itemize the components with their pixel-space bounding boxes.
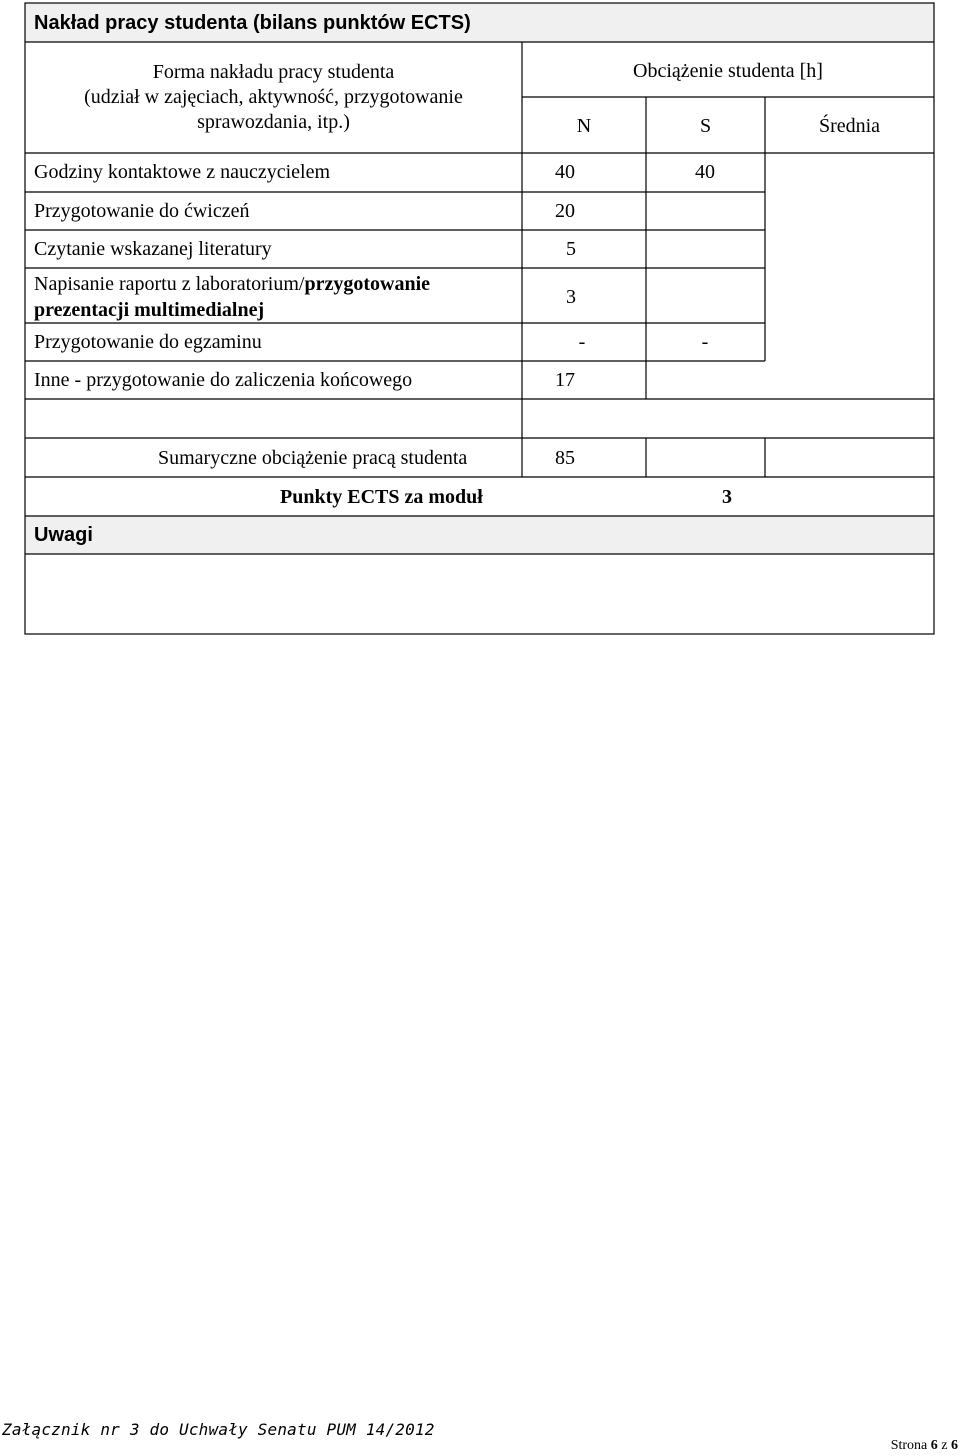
page-total: 6 xyxy=(951,1438,958,1453)
table-row-label-line-1 xyxy=(34,273,430,295)
table-row-s: 40 xyxy=(695,161,715,183)
table-row-s: - xyxy=(701,331,709,353)
table-row-label: Przygotowanie do ćwiczeń xyxy=(34,200,250,222)
form-header-line-2: (udział w zajęciach, aktywność, przygotowanie xyxy=(84,86,463,108)
remarks-content xyxy=(25,554,934,634)
table-row-n: 5 xyxy=(566,238,576,260)
table-row-label-line-2: prezentacji multimedialnej xyxy=(34,299,265,321)
page-number xyxy=(891,1438,958,1454)
page-prefix: Strona xyxy=(890,1438,931,1453)
ects-label: Punkty ECTS za moduł xyxy=(280,486,483,508)
table-row-label: Przygotowanie do egzaminu xyxy=(34,331,262,353)
table-row-label: Inne - przygotowanie do zaliczenia końcowego xyxy=(34,369,413,391)
table-row-label-bold-part: przygotowanie xyxy=(304,273,431,295)
form-header-line-3: sprawozdania, itp.) xyxy=(197,111,350,133)
column-header-n: N xyxy=(576,115,592,137)
table-row-n: 20 xyxy=(555,200,575,222)
ects-value: 3 xyxy=(722,486,732,508)
page-current: 6 xyxy=(930,1438,938,1453)
column-header-srednia: Średnia xyxy=(818,115,881,137)
sum-label: Sumaryczne obciążenie pracą studenta xyxy=(158,447,468,469)
table-row-n: - xyxy=(578,331,586,353)
footer-attachment-note: Załącznik nr 3 do Uchwały Senatu PUM 14/2012 xyxy=(2,1420,435,1439)
table-row-label-part: Napisanie raportu z laboratorium/ xyxy=(34,273,305,295)
load-header: Obciążenie studenta [h] xyxy=(633,60,823,82)
table-row-n: 40 xyxy=(555,161,575,183)
table-row-label: Godziny kontaktowe z nauczycielem xyxy=(34,161,330,183)
column-header-s: S xyxy=(699,115,712,137)
page-mid: z xyxy=(937,1438,951,1453)
table-row-n: 3 xyxy=(566,286,576,308)
table-row-label: Czytanie wskazanej literatury xyxy=(34,238,272,260)
sum-n-value: 85 xyxy=(555,447,575,469)
remarks-label: Uwagi xyxy=(34,524,93,546)
table-row-n: 17 xyxy=(555,369,575,391)
table-title: Nakład pracy studenta (bilans punktów ECTS) xyxy=(34,12,471,34)
form-header-line-1: Forma nakładu pracy studenta xyxy=(152,61,395,83)
